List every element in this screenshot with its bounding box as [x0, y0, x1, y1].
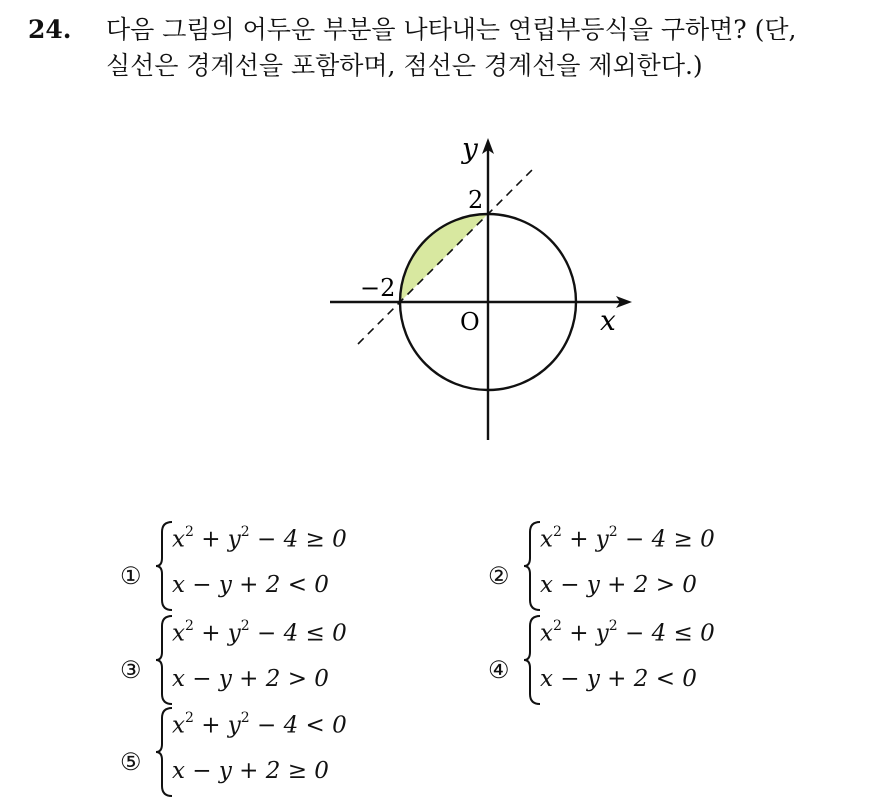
origin-label: O [460, 308, 480, 336]
choice-mark: ② [488, 562, 510, 590]
brace-icon [154, 614, 174, 706]
inequality-line: x − y + 2 > 0 [540, 572, 697, 598]
shaded-region [400, 214, 488, 302]
question-line-2 [28, 48, 868, 84]
inequality-line: x − y + 2 < 0 [540, 666, 697, 692]
question-text-2: 실선은 경계선을 포함하며, 점선은 경계선을 제외한다.) [106, 51, 703, 80]
x-intercept-label: −2 [360, 274, 396, 302]
inequality-circle: $x^2 + y^2 - 4 \ge 0$ [172, 524, 347, 553]
question-text-1: 다음 그림의 어두운 부분을 나타내는 연립부등식을 구하면? (단, [106, 15, 797, 44]
inequality-circle: $x^2 + y^2 - 4 \ge 0$ [540, 524, 715, 553]
y-axis-label: y [462, 132, 478, 165]
choice-mark: ① [120, 562, 142, 590]
graph-figure [320, 130, 640, 450]
question-line-1 [28, 12, 868, 48]
choice-mark: ④ [488, 656, 510, 684]
brace-icon [522, 520, 542, 612]
brace-icon [154, 520, 174, 612]
choice-mark: ③ [120, 656, 142, 684]
choice-mark: ⑤ [120, 748, 142, 776]
brace-icon [154, 706, 174, 798]
inequality-line: x − y + 2 < 0 [172, 572, 329, 598]
inequality-circle: $x^2 + y^2 - 4 < 0$ [172, 710, 347, 739]
inequality-line: x − y + 2 ≥ 0 [172, 758, 329, 784]
inequality-circle: $x^2 + y^2 - 4 \le 0$ [172, 618, 347, 647]
question-number: 24. [28, 15, 72, 44]
graph-svg [320, 130, 640, 450]
y-intercept-label: 2 [468, 186, 484, 214]
brace-icon [522, 614, 542, 706]
inequality-line: x − y + 2 > 0 [172, 666, 329, 692]
x-axis-label: x [600, 304, 616, 337]
question-header [28, 12, 868, 84]
inequality-circle: $x^2 + y^2 - 4 \le 0$ [540, 618, 715, 647]
